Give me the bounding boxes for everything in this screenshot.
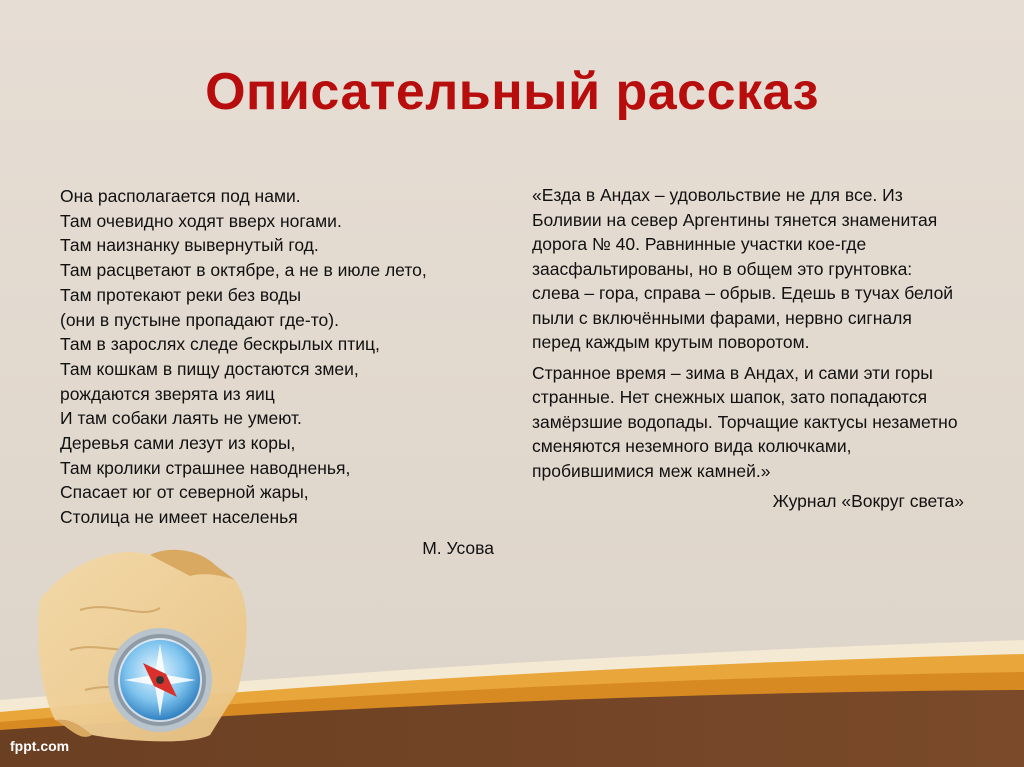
slide-title: Описательный рассказ — [205, 63, 819, 121]
poem-line: рождаются зверята из яиц — [60, 383, 275, 404]
poem-line: И там собаки лаять не умеют. — [60, 408, 302, 429]
poem-line: Там расцветают в октябре, а не в июле лето, — [60, 260, 427, 281]
poem-line: Там в зарослях следе бескрылых птиц, — [60, 334, 380, 355]
poem-column — [60, 184, 500, 561]
poem-line: Столица не имеет населенья — [60, 507, 298, 528]
poem-line: Там кошкам в пищу достаются змеи, — [60, 358, 359, 379]
poem-line: Там наизнанку вывернутый год. — [60, 235, 319, 256]
poem-line: Там очевидно ходят вверх ногами. — [60, 210, 342, 231]
poem-line: Там кролики страшнее наводненья, — [60, 457, 351, 478]
poem-line: Деревья сами лезут из коры, — [60, 433, 296, 454]
poem-line: Спасает юг от северной жары, — [60, 482, 309, 503]
article-column — [532, 183, 964, 514]
compass-illustration — [108, 628, 212, 732]
poem-line: (они в пустыне пропадают где-то). — [60, 309, 339, 330]
article-paragraph: «Езда в Андах – удовольствие не для все. Из Боливии на север Аргентины тянется знаменитая дорога № 40. Равнинные участки кое-где заасфальтированы, но в общем это грунтовка: слева – гора, справа – обрыв. Едешь в тучах белой пыли с включёнными фарами, нервно сигналя перед каждым крутым поворотом. — [532, 185, 954, 352]
poem-author: М. Усова — [422, 537, 494, 558]
article-paragraph: Странное время – зима в Андах, и сами эти горы странные. Нет снежных шапок, зато попадаются замёрзшие водопады. Торчащие кактусы незаметно сменяются неземного вида колючками, пробившимися меж камней.» — [532, 362, 958, 481]
article-source: Журнал «Вокруг света» — [772, 491, 964, 511]
poem-line: Она располагается под нами. — [60, 186, 301, 206]
poem-line: Там протекают реки без воды — [60, 284, 302, 305]
watermark: fppt.com — [10, 738, 70, 754]
